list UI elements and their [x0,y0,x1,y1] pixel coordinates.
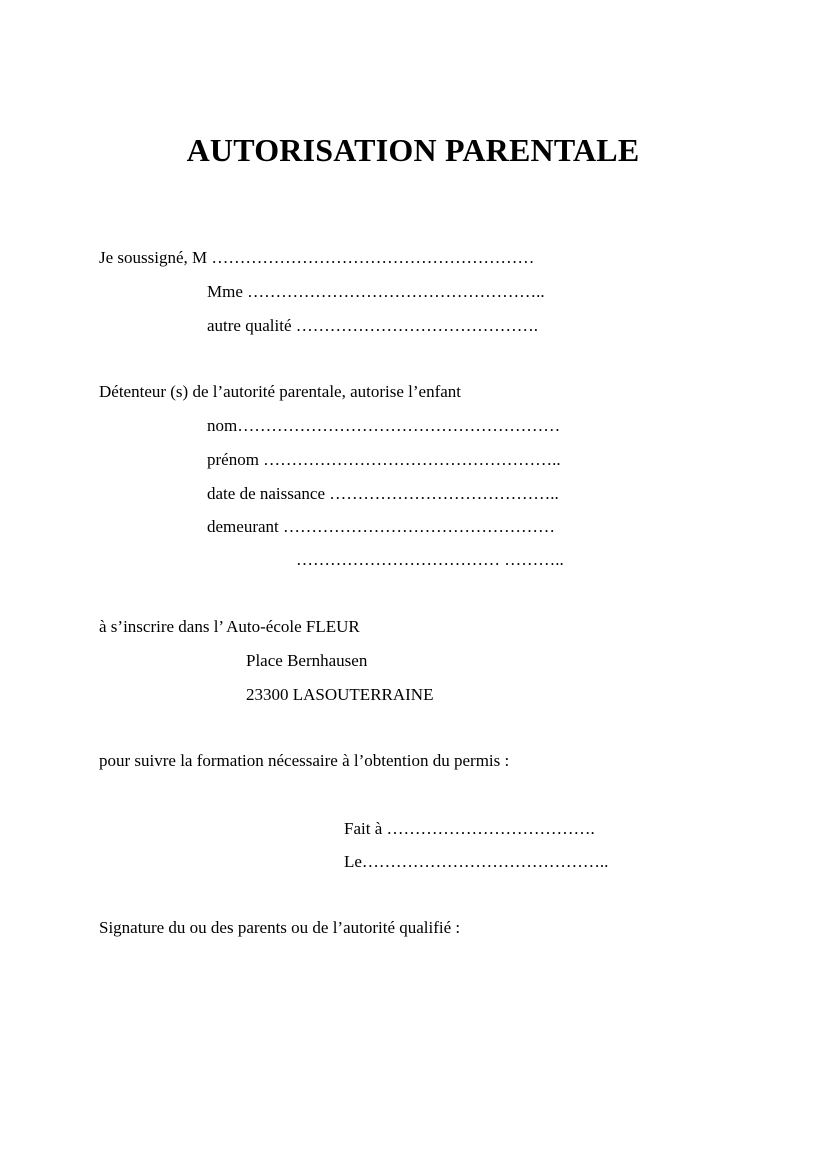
parent-mme-field: Mme …………………………………………….. [207,282,545,301]
parent-m-field: Je soussigné, M ………………………………………………… [99,248,535,267]
driving-school-street: Place Bernhausen [246,651,368,670]
training-statement: pour suivre la formation nécessaire à l’obtention du permis : [99,751,510,770]
parental-authority-statement: Détenteur (s) de l’autorité parentale, autorise l’enfant [99,382,462,401]
driving-school-statement: à s’inscrire dans l’ Auto-école FLEUR [99,617,360,636]
parent-other-quality-field: autre qualité ……………………………………. [207,316,538,335]
date-field: Le…………………………………….. [344,852,609,871]
signature-label: Signature du ou des parents ou de l’autorité qualifié : [99,918,461,937]
document-title: AUTORISATION PARENTALE [186,132,640,168]
driving-school-city: 23300 LASOUTERRAINE [246,685,434,704]
child-address-field: demeurant ………………………………………… [207,517,555,536]
child-firstname-field: prénom …………………………………………….. [207,450,561,469]
child-lastname-field: nom………………………………………………… [207,416,561,435]
child-birthdate-field: date de naissance ………………………………….. [207,484,559,503]
child-address-continuation: ……………………………… ……….. [296,550,564,569]
place-field: Fait à ………………………………. [344,819,595,838]
